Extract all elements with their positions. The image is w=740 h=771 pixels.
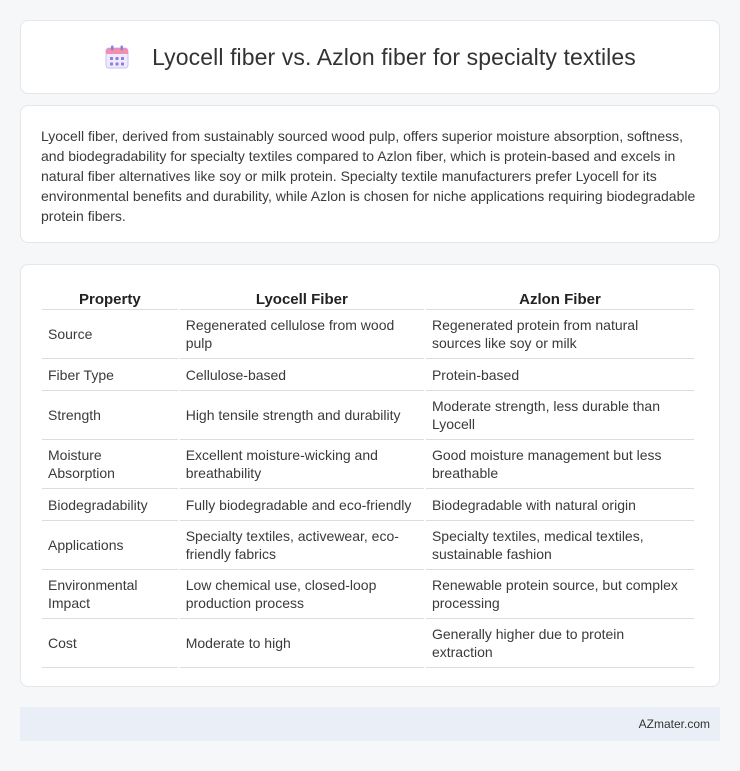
- table-row: [42, 521, 694, 570]
- row-property: Moisture Absorption: [42, 440, 178, 489]
- table-row: [42, 310, 694, 359]
- row-lyocell-value: Regenerated cellulose from wood pulp: [180, 310, 424, 359]
- row-lyocell-value: Low chemical use, closed-loop production process: [180, 570, 424, 619]
- row-property: Cost: [42, 619, 178, 668]
- row-lyocell-value: Moderate to high: [180, 619, 424, 668]
- page-title: Lyocell fiber vs. Azlon fiber for specialty textiles: [152, 43, 636, 70]
- row-azlon-value: Regenerated protein from natural sources like soy or milk: [426, 310, 694, 359]
- row-lyocell-value: High tensile strength and durability: [180, 391, 424, 440]
- row-azlon-value: Moderate strength, less durable than Lyocell: [426, 391, 694, 440]
- row-property: Strength: [42, 391, 178, 440]
- footer-bar: [20, 707, 720, 741]
- row-lyocell-value: Fully biodegradable and eco-friendly: [180, 489, 424, 521]
- intro-text: Lyocell fiber, derived from sustainably sourced wood pulp, offers superior moisture absorption, softness, and biodegradability for specialty textiles compared to Azlon fiber, which is protein-based and excels in natural fiber alternatives like soy or milk protein. Specialty textile manufacturers prefer Lyocell for its environmental benefits and durability, while Azlon is chosen for niche applications requiring biodegradable protein fibers.: [41, 128, 696, 224]
- table-row: [42, 619, 694, 668]
- row-lyocell-value: Specialty textiles, activewear, eco-friendly fabrics: [180, 521, 424, 570]
- table-row: [42, 359, 694, 391]
- title-card: [20, 20, 720, 94]
- row-lyocell-value: Cellulose-based: [180, 359, 424, 391]
- header-property: Property: [42, 285, 178, 310]
- table-row: [42, 570, 694, 619]
- calendar-grid-icon: [104, 44, 130, 70]
- row-property: Source: [42, 310, 178, 359]
- row-azlon-value: Good moisture management but less breathable: [426, 440, 694, 489]
- footer-brand: AZmater.com: [638, 717, 710, 731]
- row-property: Fiber Type: [42, 359, 178, 391]
- header-lyocell: Lyocell Fiber: [180, 285, 424, 310]
- table-row: [42, 391, 694, 440]
- table-row: [42, 440, 694, 489]
- row-property: Environmental Impact: [42, 570, 178, 619]
- intro-card: [20, 105, 720, 243]
- table-header-row: [42, 285, 694, 310]
- comparison-table-card: [20, 264, 720, 687]
- row-property: Applications: [42, 521, 178, 570]
- row-property: Biodegradability: [42, 489, 178, 521]
- comparison-table: [40, 285, 696, 668]
- row-azlon-value: Renewable protein source, but complex processing: [426, 570, 694, 619]
- table-row: [42, 489, 694, 521]
- row-azlon-value: Protein-based: [426, 359, 694, 391]
- header-azlon: Azlon Fiber: [426, 285, 694, 310]
- row-lyocell-value: Excellent moisture-wicking and breathability: [180, 440, 424, 489]
- row-azlon-value: Biodegradable with natural origin: [426, 489, 694, 521]
- row-azlon-value: Generally higher due to protein extraction: [426, 619, 694, 668]
- row-azlon-value: Specialty textiles, medical textiles, sustainable fashion: [426, 521, 694, 570]
